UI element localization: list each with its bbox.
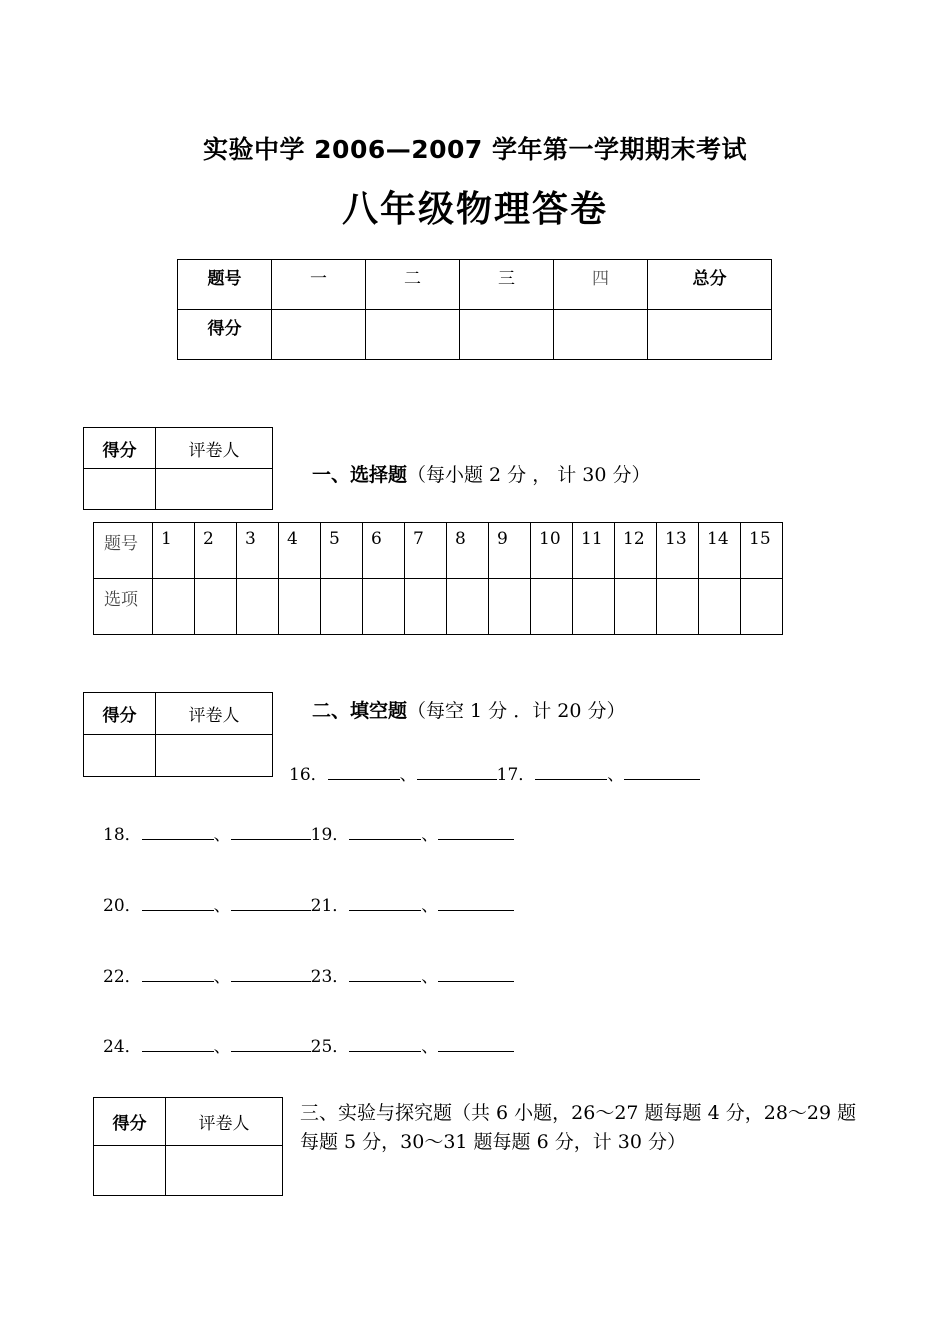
blank-row-24-25 bbox=[103, 1032, 514, 1057]
score-header-part-2: 二 bbox=[366, 260, 460, 310]
answer-blank[interactable] bbox=[438, 894, 514, 911]
score-header-part-1: 一 bbox=[272, 260, 366, 310]
answer-question-number: 5 bbox=[321, 523, 363, 579]
grader-box-section1 bbox=[83, 427, 273, 510]
answer-blank[interactable] bbox=[438, 1035, 514, 1052]
blank-separator: 、 bbox=[421, 967, 439, 987]
blank-separator: 、 bbox=[213, 967, 231, 987]
answer-blank[interactable] bbox=[142, 1035, 214, 1052]
answer-question-number: 1 bbox=[153, 523, 195, 579]
blank-number: 21． bbox=[310, 896, 350, 916]
grader-score-label: 得分 bbox=[84, 428, 156, 469]
section1-heading bbox=[312, 460, 651, 487]
paper-title: 八年级物理答卷 bbox=[341, 189, 608, 230]
answer-blank[interactable] bbox=[231, 894, 311, 911]
answer-blank[interactable] bbox=[438, 965, 514, 982]
grader-box-section3 bbox=[93, 1097, 283, 1196]
answer-option-cell[interactable] bbox=[153, 579, 195, 635]
answer-question-number: 13 bbox=[657, 523, 699, 579]
blank-separator: 、 bbox=[399, 765, 417, 785]
answer-option-cell[interactable] bbox=[573, 579, 615, 635]
section1-note: （每小题 2 分 ， 计 30 分） bbox=[407, 464, 651, 486]
blank-row-18-19 bbox=[103, 820, 514, 845]
answer-blank[interactable] bbox=[349, 823, 421, 840]
answer-blank[interactable] bbox=[535, 763, 607, 780]
grader-name-cell[interactable] bbox=[166, 1146, 283, 1196]
blank-number: 18． bbox=[103, 825, 142, 845]
answer-question-number: 7 bbox=[405, 523, 447, 579]
blank-separator: 、 bbox=[213, 1037, 231, 1057]
answer-blank[interactable] bbox=[231, 823, 311, 840]
blank-number: 24． bbox=[103, 1037, 142, 1057]
answer-option-cell[interactable] bbox=[657, 579, 699, 635]
answer-blank[interactable] bbox=[142, 965, 214, 982]
score-header-part-3: 三 bbox=[460, 260, 554, 310]
section2-heading bbox=[312, 696, 625, 723]
answer-question-number: 9 bbox=[489, 523, 531, 579]
grader-name-label: 评卷人 bbox=[156, 693, 273, 735]
answer-option-cell[interactable] bbox=[447, 579, 489, 635]
answer-row-label-question: 题号 bbox=[94, 523, 153, 579]
answer-blank[interactable] bbox=[142, 823, 214, 840]
answer-blank[interactable] bbox=[417, 763, 497, 780]
score-cell-4[interactable] bbox=[554, 310, 648, 360]
blank-separator: 、 bbox=[213, 825, 231, 845]
score-header-question-no: 题号 bbox=[178, 260, 272, 310]
answer-question-number: 10 bbox=[531, 523, 573, 579]
answer-option-cell[interactable] bbox=[237, 579, 279, 635]
answer-blank[interactable] bbox=[349, 894, 421, 911]
section2-note: （每空 1 分 ．计 20 分） bbox=[407, 700, 626, 722]
blank-separator: 、 bbox=[213, 896, 231, 916]
blank-separator: 、 bbox=[607, 765, 625, 785]
grader-score-label: 得分 bbox=[94, 1098, 166, 1146]
answer-question-number: 8 bbox=[447, 523, 489, 579]
answer-question-number: 2 bbox=[195, 523, 237, 579]
answer-option-cell[interactable] bbox=[615, 579, 657, 635]
answer-option-cell[interactable] bbox=[405, 579, 447, 635]
blank-row-20-21 bbox=[103, 891, 514, 916]
blank-separator: 、 bbox=[421, 1037, 439, 1057]
grader-box-section2 bbox=[83, 692, 273, 777]
answer-option-cell[interactable] bbox=[279, 579, 321, 635]
score-cell-2[interactable] bbox=[366, 310, 460, 360]
answer-option-cell[interactable] bbox=[321, 579, 363, 635]
answer-row-label-option: 选项 bbox=[94, 579, 153, 635]
answer-option-cell[interactable] bbox=[699, 579, 741, 635]
answer-question-number: 6 bbox=[363, 523, 405, 579]
blank-number: 25． bbox=[310, 1037, 350, 1057]
grader-score-cell[interactable] bbox=[94, 1146, 166, 1196]
blank-number: 16． bbox=[289, 765, 328, 785]
answer-option-cell[interactable] bbox=[195, 579, 237, 635]
section2-title: 二、填空题 bbox=[312, 700, 408, 722]
answer-question-number: 14 bbox=[699, 523, 741, 579]
grader-name-cell[interactable] bbox=[156, 735, 273, 777]
answer-blank[interactable] bbox=[349, 965, 421, 982]
answer-blank[interactable] bbox=[142, 894, 214, 911]
grader-name-label: 评卷人 bbox=[166, 1098, 283, 1146]
answer-question-number: 15 bbox=[741, 523, 783, 579]
answer-blank[interactable] bbox=[231, 1035, 311, 1052]
answer-option-cell[interactable] bbox=[363, 579, 405, 635]
answer-question-number: 11 bbox=[573, 523, 615, 579]
answer-blank[interactable] bbox=[231, 965, 311, 982]
grader-name-label: 评卷人 bbox=[156, 428, 273, 469]
answer-blank[interactable] bbox=[624, 763, 700, 780]
grader-score-cell[interactable] bbox=[84, 469, 156, 510]
answer-question-number: 4 bbox=[279, 523, 321, 579]
answer-question-number: 3 bbox=[237, 523, 279, 579]
grader-score-cell[interactable] bbox=[84, 735, 156, 777]
answer-option-cell[interactable] bbox=[531, 579, 573, 635]
blank-number: 19． bbox=[310, 825, 350, 845]
blank-separator: 、 bbox=[421, 825, 439, 845]
blank-row-22-23 bbox=[103, 962, 514, 987]
answer-blank[interactable] bbox=[328, 763, 400, 780]
answer-option-cell[interactable] bbox=[489, 579, 531, 635]
score-header-part-4: 四 bbox=[554, 260, 648, 310]
score-cell-3[interactable] bbox=[460, 310, 554, 360]
choice-answer-table bbox=[93, 522, 783, 635]
blank-row-16-17 bbox=[289, 760, 700, 785]
blank-number: 22． bbox=[103, 967, 142, 987]
school-exam-title: 实验中学 2006—2007 学年第一学期期末考试 bbox=[202, 135, 748, 164]
blank-number: 23． bbox=[310, 967, 350, 987]
blank-separator: 、 bbox=[421, 896, 439, 916]
answer-blank[interactable] bbox=[349, 1035, 421, 1052]
score-cell-1[interactable] bbox=[272, 310, 366, 360]
grader-name-cell[interactable] bbox=[156, 469, 273, 510]
answer-question-number: 12 bbox=[615, 523, 657, 579]
section3-heading: 三、实验与探究题（共 6 小题，26～27 题每题 4 分，28～29 题每题 5 分，30～31 题每题 6 分，计 30 分） bbox=[300, 1102, 857, 1153]
blank-number: 17． bbox=[496, 765, 536, 785]
answer-blank[interactable] bbox=[438, 823, 514, 840]
score-row-label: 得分 bbox=[178, 310, 272, 360]
blank-number: 20． bbox=[103, 896, 142, 916]
score-header-total: 总分 bbox=[648, 260, 772, 310]
score-cell-total[interactable] bbox=[648, 310, 772, 360]
grader-score-label: 得分 bbox=[84, 693, 156, 735]
score-summary-table bbox=[177, 259, 772, 360]
section1-title: 一、选择题 bbox=[312, 464, 408, 486]
answer-option-cell[interactable] bbox=[741, 579, 783, 635]
